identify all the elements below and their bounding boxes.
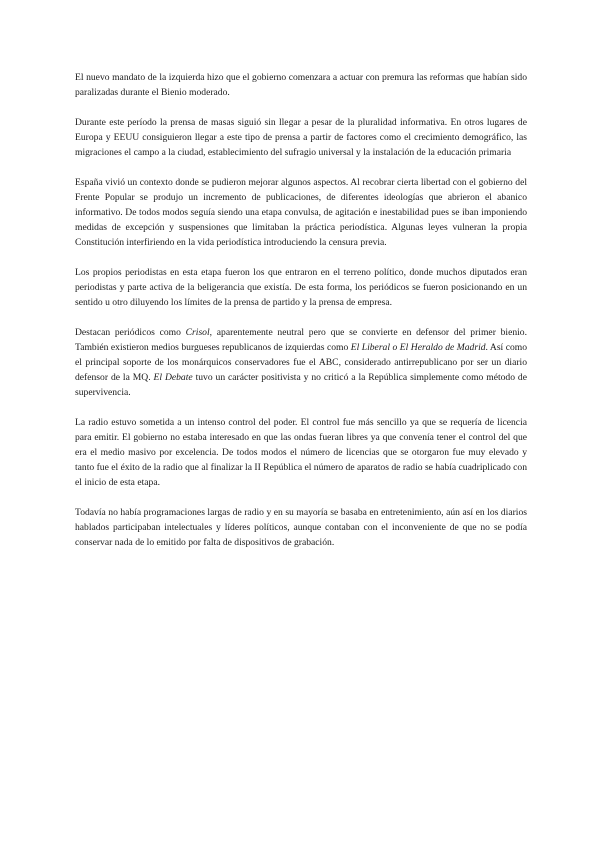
paragraph-periodicos — [75, 325, 527, 400]
text-run-o: o — [390, 342, 400, 353]
paragraph-prensa-masas: Durante este período la prensa de masas siguió sin llegar a pesar de la pluralidad informativa. En otros lugares de Europa y EEUU consiguieron llegar a este tipo de prensa a partir de factores como el crecimiento demográfico, las migraciones el campo a la ciudad, establecimiento del sufragio universal y la instalación de la educación primaria — [75, 117, 527, 158]
text-run: Destacan periódicos como — [75, 327, 186, 338]
title-el-liberal: El Liberal — [350, 342, 391, 353]
document-body — [75, 70, 527, 565]
text-run: tuvo un carácter positivista y no criticó a la República simplemente como método de supervivencia. — [75, 372, 527, 398]
title-el-heraldo: El Heraldo de Madrid — [399, 342, 486, 353]
text-run: . Así como el principal soporte de los monárquicos conservadores fue el ABC, considerado antirrepublicano por ser un diario defensor de la MQ. — [75, 342, 528, 383]
paragraph-espana-contexto: España vivió un contexto donde se pudieron mejorar algunos aspectos. Al recobrar cierta libertad con el gobierno del Frente Popular se produjo un incremento de publicaciones, de diferentes ideologías que abrieron el abanico informativo. De todos modos seguía siendo una etapa convulsa, de agitación e inestabilidad pues se iban imponiendo medidas de excepción y suspensiones que limitaban la práctica periodística. Algunas leyes vulneran la propia Constitución interfiriendo en la vida periodística introduciendo la censura previa. — [75, 177, 527, 248]
paragraph-periodistas: Los propios periodistas en esta etapa fueron los que entraron en el terreno político, donde muchos diputados eran periodistas y parte activa de la beligerancia que existía. De esta forma, los periódicos se fueron posicionando en un sentido u otro diluyendo los límites de la prensa de partido y la prensa de empresa. — [75, 267, 527, 308]
title-el-debate: El Debate — [153, 372, 193, 383]
paragraph-radio-programacion: Todavía no había programaciones largas de radio y en su mayoría se basaba en entretenimiento, aún así en los diarios hablados participaban intelectuales y líderes políticos, aunque contaban con el inconveniente de que no se podía conservar nada de lo emitido por falta de dispositivos de grabación. — [75, 507, 527, 548]
text-run: , aparentemente neutral pero que se convierte en defensor del primer bienio. También existieron medios burgueses republicanos de izquierdas como — [75, 327, 527, 353]
paragraph-mandato: El nuevo mandato de la izquierda hizo que el gobierno comenzara a actuar con premura las reformas que habían sido paralizadas durante el Bienio moderado. — [75, 72, 527, 98]
paragraph-radio-control: La radio estuvo sometida a un intenso control del poder. El control fue más sencillo ya que se requería de licencia para emitir. El gobierno no estaba interesado en que las ondas fueran libres ya que convenía tener el control del que era el medio masivo por excelencia. De todos modos el número de licencias que se otorgaron fue muy elevado y tanto fue el éxito de la radio que al finalizar la II República el número de aparatos de radio se había cuadriplicado con el inicio de esta etapa. — [75, 417, 527, 488]
title-crisol: Crisol — [185, 327, 210, 338]
